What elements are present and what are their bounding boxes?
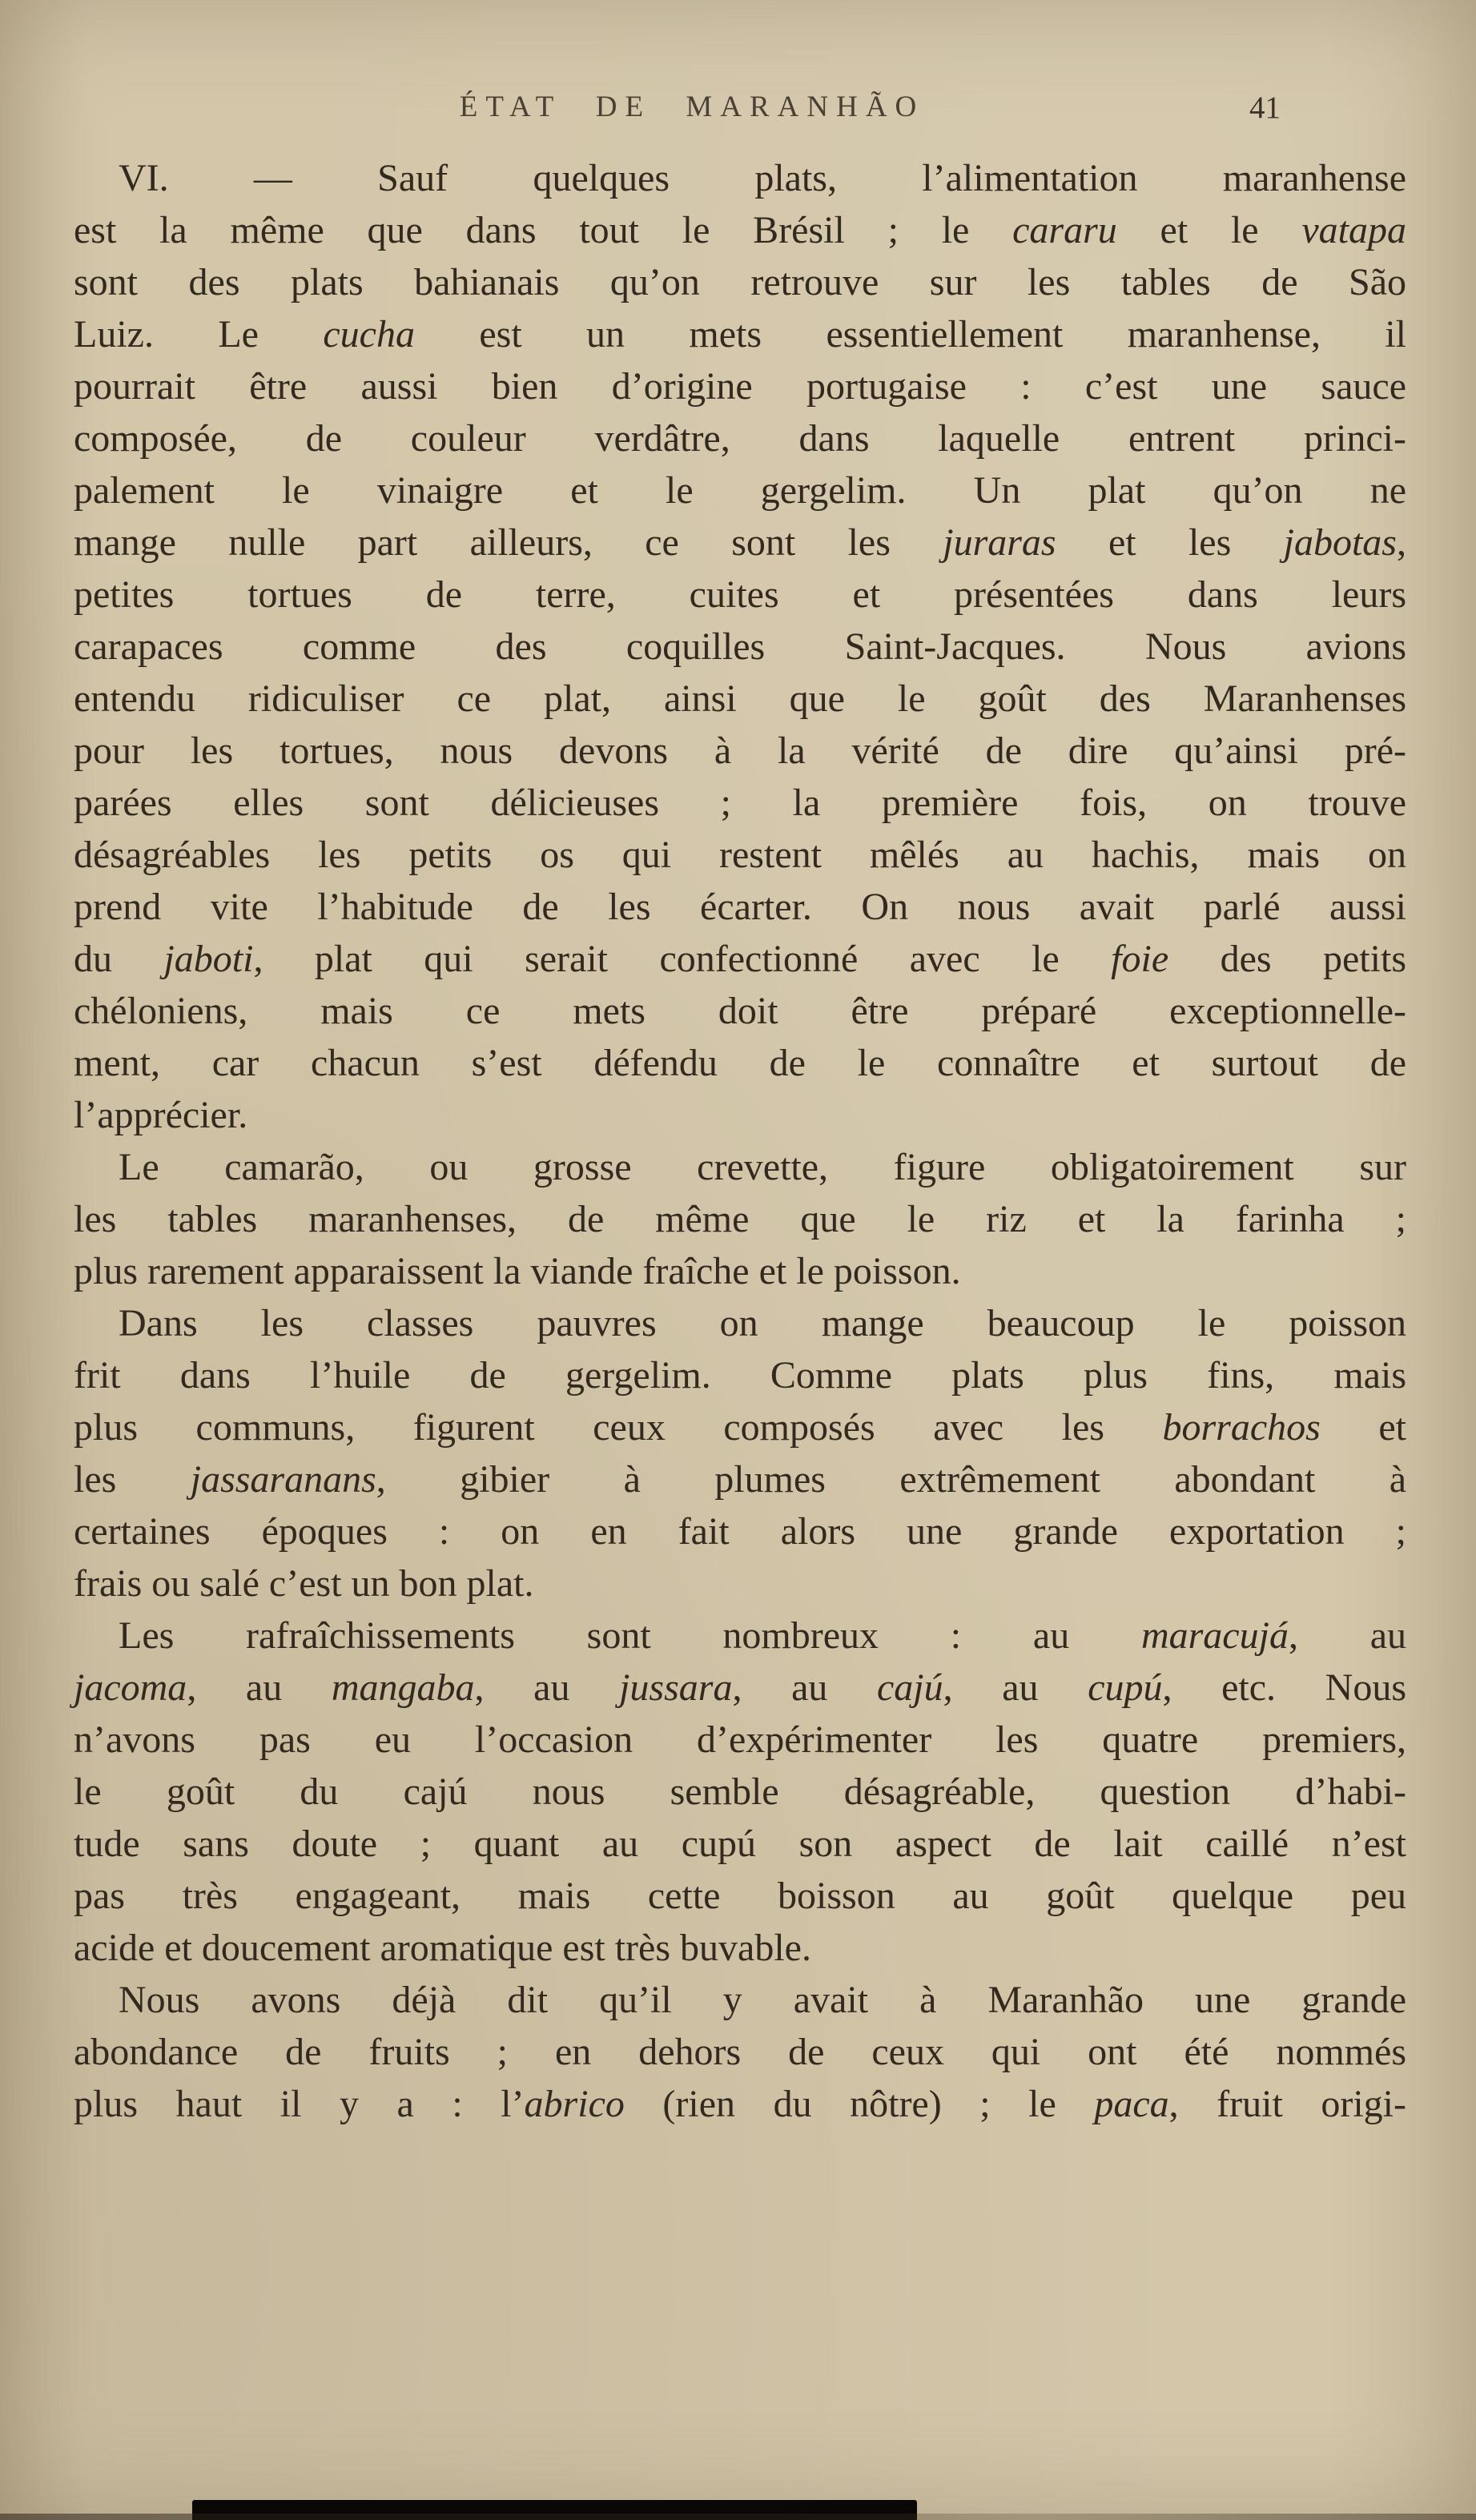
text-line — [74, 1662, 1406, 1714]
italic-term: cararu — [1012, 209, 1117, 251]
italic-term: jabotas — [1283, 521, 1397, 564]
text-line — [74, 933, 1406, 985]
text-line — [74, 829, 1406, 881]
italic-term: paca — [1094, 2083, 1169, 2125]
text-segment: composée, de couleur verdâtre, dans laquelle entrent princi- — [74, 417, 1406, 460]
text-segment: le goût du cajú nous semble désagréable, question d’habi- — [74, 1770, 1406, 1813]
text-segment: pour les tortues, nous devons à la vérité de dire qu’ainsi pré- — [74, 729, 1406, 772]
text-segment: , au — [187, 1666, 332, 1709]
text-line — [74, 621, 1406, 673]
italic-term: mangaba — [331, 1666, 475, 1709]
text-segment: Le camarão, ou grosse crevette, figure obligatoirement sur — [119, 1146, 1406, 1188]
text-segment: mange nulle part ailleurs, ce sont les — [74, 521, 943, 564]
italic-term: jassaranans — [190, 1458, 376, 1501]
text-line — [74, 1141, 1406, 1193]
text-line — [74, 1974, 1406, 2026]
text-segment: et les — [1056, 521, 1284, 564]
page-number: 41 — [1249, 90, 1281, 125]
text-segment: n’avons pas eu l’occasion d’expérimenter les quatre premiers, — [74, 1718, 1406, 1761]
text-line — [74, 1193, 1406, 1245]
text-segment: petites tortues de terre, cuites et présentées dans leurs — [74, 573, 1406, 616]
text-segment: les tables maranhenses, de même que le riz et la farinha ; — [74, 1198, 1406, 1240]
text-segment: frais ou salé c’est un bon plat. — [74, 1562, 534, 1605]
italic-term: vatapa — [1301, 209, 1406, 251]
text-segment: sont des plats bahianais qu’on retrouve sur les tables de São — [74, 261, 1406, 303]
italic-term: maracujá — [1140, 1614, 1289, 1657]
italic-term: jaboti — [163, 938, 254, 980]
text-segment: , au — [1288, 1614, 1406, 1657]
text-segment: est un mets essentiellement maranhense, il — [414, 313, 1406, 356]
text-line — [74, 985, 1406, 1037]
text-segment: les — [74, 1458, 191, 1501]
text-segment: acide et doucement aromatique est très buvable. — [74, 1927, 811, 1969]
text-line — [74, 464, 1406, 516]
text-segment: et — [1320, 1406, 1406, 1449]
text-segment: parées elles sont délicieuses ; la première fois, on trouve — [74, 782, 1406, 824]
text-line — [74, 360, 1406, 412]
text-segment: carapaces comme des coquilles Saint-Jacques. Nous avions — [74, 625, 1406, 668]
text-line — [74, 1453, 1406, 1505]
italic-term: jacoma — [74, 1666, 187, 1709]
text-line — [74, 2078, 1406, 2130]
text-line — [74, 256, 1406, 308]
text-line — [74, 152, 1406, 204]
text-segment: , gibier à plumes extrêmement abondant à — [376, 1458, 1406, 1501]
text-line — [74, 1401, 1406, 1453]
italic-term: jussara — [619, 1666, 733, 1709]
text-segment: , plat qui serait confectionné avec le — [253, 938, 1112, 980]
text-line — [74, 204, 1406, 256]
text-line — [74, 412, 1406, 464]
text-segment: , au — [474, 1666, 620, 1709]
text-segment: VI. — Sauf quelques plats, l’alimentation maranhense — [119, 157, 1406, 199]
text-segment: l’apprécier. — [74, 1094, 248, 1136]
text-segment: pas très engageant, mais cette boisson au goût quelque peu — [74, 1875, 1406, 1917]
text-line — [74, 2026, 1406, 2078]
text-segment: Nous avons déjà dit qu’il y avait à Maranhão une grande — [119, 1979, 1406, 2021]
text-block — [74, 152, 1406, 2130]
text-line — [74, 308, 1406, 360]
text-line — [74, 1297, 1406, 1349]
running-header-title: ÉTAT DE MARANHÃO — [459, 90, 925, 123]
text-segment: Luiz. Le — [74, 313, 324, 356]
text-segment: et le — [1116, 209, 1302, 251]
italic-term: foie — [1111, 938, 1169, 980]
text-line — [74, 516, 1406, 569]
text-segment: , au — [943, 1666, 1088, 1709]
text-segment: pourrait être aussi bien d’origine portugaise : c’est une sauce — [74, 365, 1406, 408]
text-segment: , au — [732, 1666, 877, 1709]
text-segment: , fruit origi- — [1168, 2083, 1407, 2125]
text-segment: frit dans l’huile de gergelim. Comme plats plus fins, mais — [74, 1354, 1406, 1397]
text-line — [74, 1089, 1406, 1141]
italic-term: cupú — [1088, 1666, 1163, 1709]
text-line — [74, 1870, 1406, 1922]
italic-term: cajú — [877, 1666, 943, 1709]
italic-term: juraras — [943, 521, 1056, 564]
italic-term: borrachos — [1162, 1406, 1321, 1449]
text-segment: chéloniens, mais ce mets doit être préparé exceptionnelle- — [74, 990, 1406, 1032]
text-segment: plus rarement apparaissent la viande fraîche et le poisson. — [74, 1250, 961, 1292]
text-line — [74, 1610, 1406, 1662]
text-segment: , — [1396, 521, 1406, 564]
italic-term: cucha — [323, 313, 415, 356]
italic-term: abrico — [524, 2083, 625, 2125]
text-line — [74, 1505, 1406, 1557]
text-segment: ment, car chacun s’est défendu de le connaître et surtout de — [74, 1042, 1406, 1084]
text-segment: entendu ridiculiser ce plat, ainsi que le goût des Maranhenses — [74, 677, 1406, 720]
text-line — [74, 777, 1406, 829]
text-segment: désagréables les petits os qui restent mêlés au hachis, mais on — [74, 834, 1406, 876]
text-line — [74, 725, 1406, 777]
text-segment: du — [74, 938, 164, 980]
text-line — [74, 1349, 1406, 1401]
text-line — [74, 1557, 1406, 1610]
text-segment: tude sans doute ; quant au cupú son aspect de lait caillé n’est — [74, 1823, 1406, 1865]
text-segment: palement le vinaigre et le gergelim. Un plat qu’on ne — [74, 469, 1406, 512]
text-segment: est la même que dans tout le Brésil ; le — [74, 209, 1013, 251]
text-segment: abondance de fruits ; en dehors de ceux qui ont été nommés — [74, 2031, 1406, 2073]
text-line — [74, 1037, 1406, 1089]
text-line — [74, 1245, 1406, 1297]
text-line — [74, 673, 1406, 725]
text-segment: certaines époques : on en fait alors une grande exportation ; — [74, 1510, 1406, 1553]
text-segment: (rien du nôtre) ; le — [624, 2083, 1095, 2125]
text-segment: , etc. Nous — [1162, 1666, 1407, 1709]
text-segment: plus haut il y a : l’ — [74, 2083, 525, 2125]
scan-bottom-shadow — [0, 2514, 1476, 2520]
text-line — [74, 1922, 1406, 1974]
text-line — [74, 1714, 1406, 1766]
text-segment: plus communs, figurent ceux composés avec les — [74, 1406, 1163, 1449]
text-line — [74, 1766, 1406, 1818]
text-line — [74, 1818, 1406, 1870]
text-segment: Dans les classes pauvres on mange beaucoup le poisson — [119, 1302, 1406, 1344]
text-segment: Les rafraîchissements sont nombreux : au — [119, 1614, 1141, 1657]
text-line — [74, 881, 1406, 933]
text-segment: des petits — [1168, 938, 1406, 980]
text-line — [74, 569, 1406, 621]
text-segment: prend vite l’habitude de les écarter. On nous avait parlé aussi — [74, 886, 1406, 928]
